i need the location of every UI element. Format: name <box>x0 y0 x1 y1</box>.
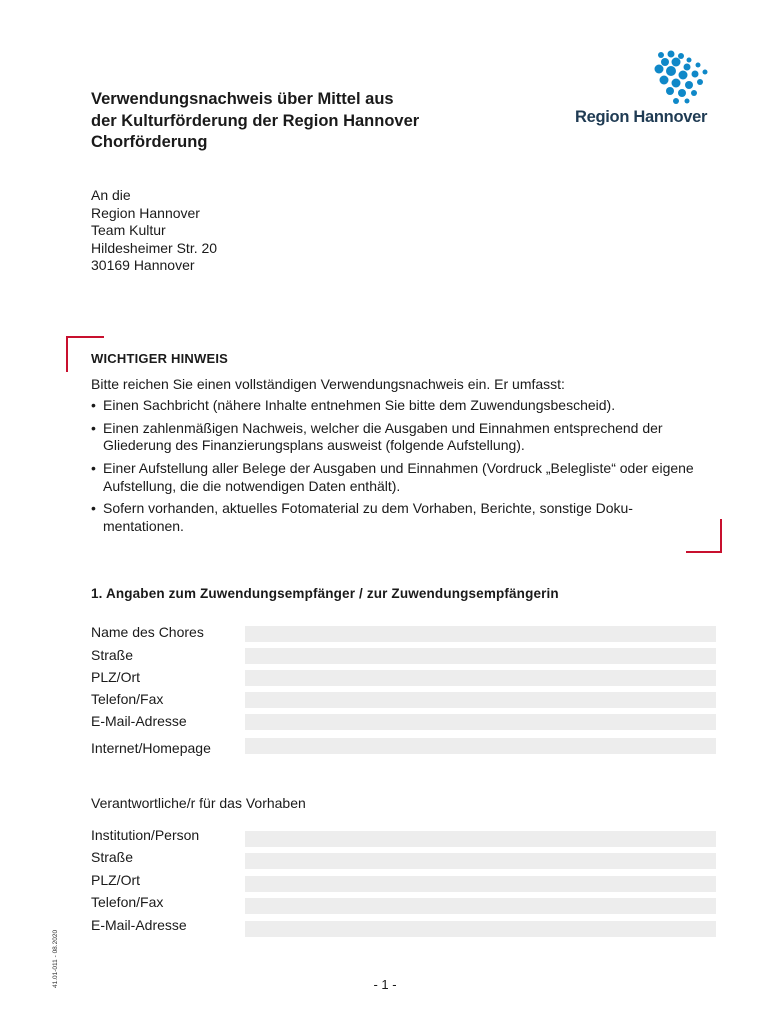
street-field[interactable] <box>245 648 716 664</box>
notice-bullet <box>91 420 711 455</box>
label-responsible-street: Straße <box>91 849 134 865</box>
notice-bullet <box>91 500 711 535</box>
email-field[interactable] <box>245 714 716 730</box>
notice-intro: Bitte reichen Sie einen vollständigen Verwendungsnachweis ein. Er umfasst: <box>91 375 565 392</box>
responsible-email-field[interactable] <box>245 921 716 937</box>
label-responsible-phone-fax: Telefon/Fax <box>91 894 164 910</box>
title-line-1: Verwendungsnachweis über Mittel aus <box>91 90 394 108</box>
responsible-street-field[interactable] <box>245 853 716 869</box>
label-responsible-postcode-city: PLZ/Ort <box>91 872 141 888</box>
address-line: Hildesheimer Str. 20 <box>91 239 218 256</box>
notice-bullet <box>91 460 711 495</box>
institution-person-field[interactable] <box>245 831 716 847</box>
bullet-text: Einer Aufstellung aller Belege der Ausgaben und Einnahmen (Vordruck „Belegliste“ oder eigene Aufstellung, die die notwendigen Daten enthält). <box>103 459 694 494</box>
address-line: An die <box>91 187 131 203</box>
label-phone-fax: Telefon/Fax <box>91 691 164 707</box>
notice-heading: WICHTIGER HINWEIS <box>91 351 229 366</box>
title-line-2: der Kulturförderung der Region Hannover <box>91 111 420 130</box>
address-line: Team Kultur <box>91 222 166 239</box>
logo-text: Region Hannover <box>575 108 708 126</box>
label-choir-name: Name des Chores <box>91 624 204 640</box>
bullet-symbol: • <box>91 397 96 414</box>
bullet-symbol: • <box>91 419 96 436</box>
homepage-field[interactable] <box>245 738 716 754</box>
bullet-symbol: • <box>91 459 96 476</box>
bullet-text: Einen Sachbricht (nähere Inhalte entnehmen Sie bitte dem Zuwendungsbescheid). <box>103 397 616 414</box>
responsible-postcode-city-field[interactable] <box>245 876 716 892</box>
label-postcode-city: PLZ/Ort <box>91 669 141 685</box>
responsible-heading: Verantwortliche/r für das Vorhaben <box>91 795 306 811</box>
bullet-text: Einen zahlenmäßigen Nachweis, welcher die Ausgaben und Einnahmen entsprechend der Gliederung des Finanzierungsplans ausweist (folgende Aufstellung). <box>103 419 663 454</box>
section-1-heading: 1. Angaben zum Zuwendungsempfänger / zur Zuwendungsempfängerin <box>91 586 559 601</box>
address-line: 30169 Hannover <box>91 257 195 274</box>
responsible-phone-fax-field[interactable] <box>245 898 716 914</box>
choir-name-field[interactable] <box>245 626 716 642</box>
form-code: 41.01-011 - 08.2020 <box>52 929 59 988</box>
address-line: Region Hannover <box>91 204 200 221</box>
bullet-text: Sofern vorhanden, aktuelles Fotomaterial zu dem Vorhaben, Berichte, sonstige Doku-mentationen. <box>103 500 633 534</box>
phone-fax-field[interactable] <box>245 692 716 708</box>
label-institution-person: Institution/Person <box>91 827 200 843</box>
label-email: E-Mail-Adresse <box>91 713 187 729</box>
recipient-address <box>91 187 217 275</box>
notice-bullet <box>91 397 711 415</box>
label-street: Straße <box>91 647 134 663</box>
label-homepage: Internet/Homepage <box>91 740 211 756</box>
document-title <box>91 89 419 154</box>
label-responsible-email: E-Mail-Adresse <box>91 917 187 933</box>
bullet-symbol: • <box>91 500 96 517</box>
important-notice <box>91 350 711 540</box>
title-line-3: Chorförderung <box>91 133 208 151</box>
page-number: - 1 - <box>373 977 397 992</box>
postcode-city-field[interactable] <box>245 670 716 686</box>
